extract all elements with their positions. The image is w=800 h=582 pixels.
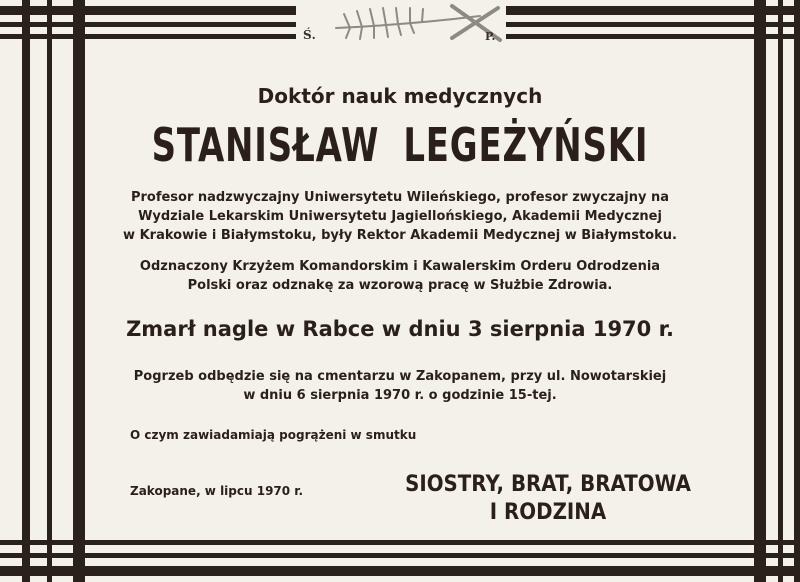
mourners-line-1: SIOSTRY, BRAT, BRATOWA	[405, 472, 691, 497]
palm-cross-icon	[330, 0, 510, 42]
career-line-2: Wydziale Lekarskim Uniwersytetu Jagiellońskiego, Akademii Medycznej	[138, 209, 662, 224]
bottom-border-bar	[0, 553, 800, 558]
p-mark: P.	[485, 30, 496, 43]
career-line-3: w Krakowie i Białymstoku, były Rektor Akademii Medycznej w Białymstoku.	[123, 228, 677, 243]
bottom-border-bar	[0, 566, 800, 576]
honors-line-2: Polski oraz odznakę za wzorową pracę w Służbie Zdrowia.	[187, 278, 613, 293]
deceased-name: STANISŁAW LEGEŻYŃSKI	[151, 118, 649, 172]
top-border-bar	[0, 22, 296, 27]
death-announcement: Zmarł nagle w Rabce w dniu 3 sierpnia 1970 r.	[126, 317, 674, 341]
bottom-border-bar	[0, 540, 800, 545]
mourning-notice: O czym zawiadamiają pogrążeni w smutku	[130, 428, 417, 442]
academic-title: Doktór nauk medycznych	[257, 84, 543, 108]
funeral-line-2: w dniu 6 sierpnia 1970 r. o godzinie 15-tej.	[243, 388, 557, 403]
top-border-bar	[0, 34, 296, 39]
honors-line-1: Odznaczony Krzyżem Komandorskim i Kawalerskim Orderu Odrodzenia	[139, 259, 661, 274]
place-date: Zakopane, w lipcu 1970 r.	[130, 484, 304, 498]
career-line-1: Profesor nadzwyczajny Uniwersytetu Wileńskiego, profesor zwyczajny na	[130, 190, 670, 205]
funeral-line-1: Pogrzeb odbędzie się na cmentarzu w Zakopanem, przy ul. Nowotarskiej	[133, 369, 667, 384]
top-border-bar	[0, 6, 296, 15]
mourners-line-2: I RODZINA	[489, 500, 607, 525]
s-mark: Ś.	[303, 28, 316, 42]
